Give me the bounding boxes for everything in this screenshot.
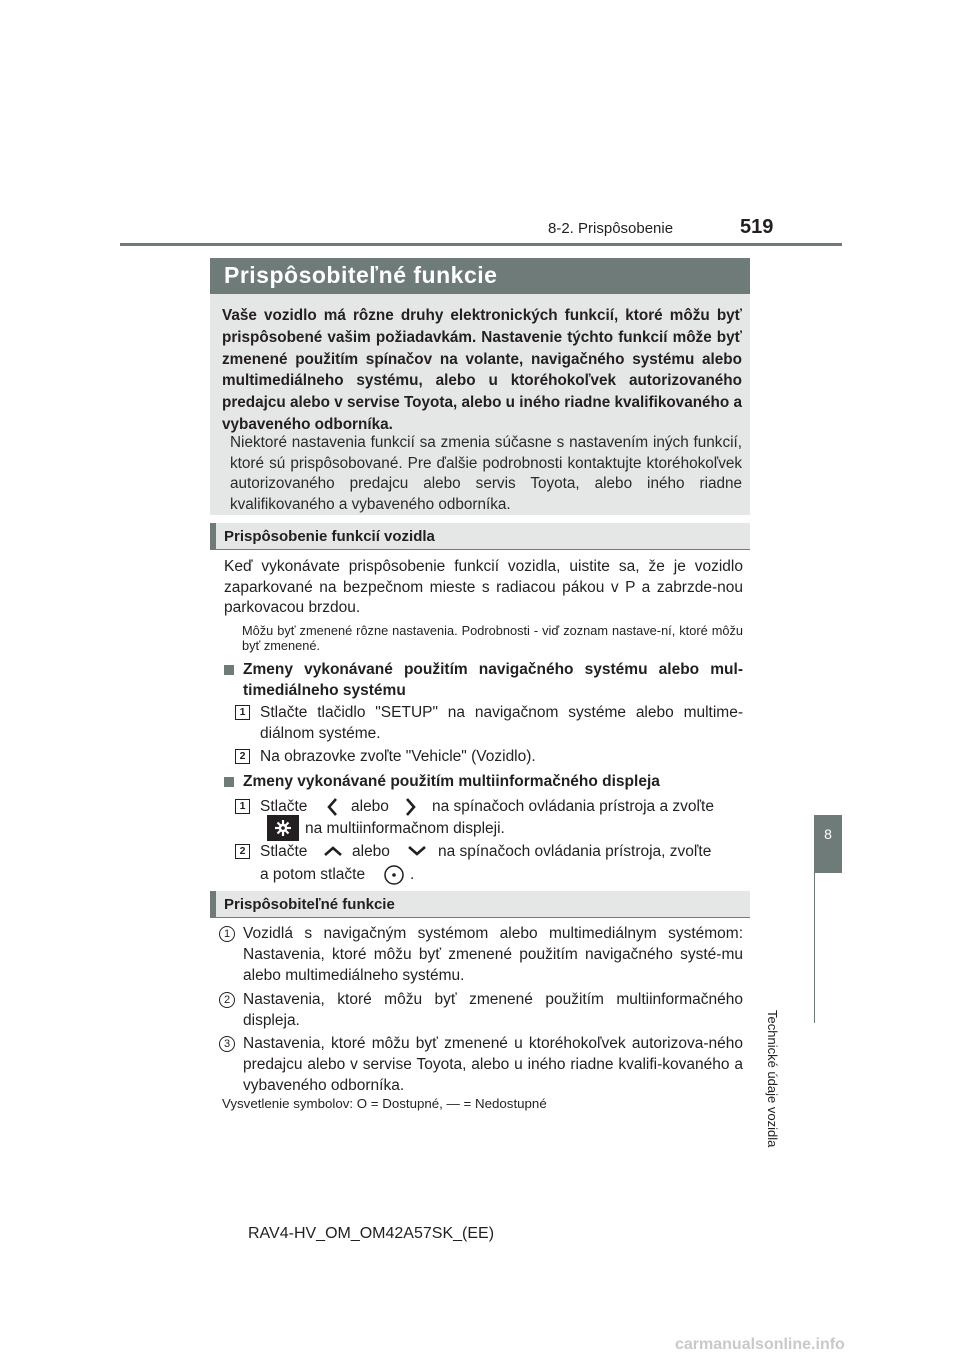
section1-heading: Prispôsobenie funkcií vozidla	[224, 528, 435, 545]
step-number-box: 2	[235, 749, 250, 764]
chapter-number: 8	[824, 826, 832, 842]
enter-button-icon	[382, 864, 406, 886]
bullet2-step2-word-a: Stlačte	[260, 843, 308, 860]
page-title: Prispôsobiteľné funkcie	[224, 262, 498, 288]
chapter-tab	[814, 815, 842, 873]
bullet1-step2-text: Na obrazovke zvoľte "Vehicle" (Vozidlo).	[260, 748, 536, 765]
section1-body: Keď vykonávate prispôsobenie funkcií vozidla, uistite sa, že je vozidlo zaparkované na bezpečnom mieste s radiacou pákou v P a zabrzde-nou parkovacou brzdou.	[224, 558, 743, 616]
chapter-side-title: Technické údaje vozidla	[765, 1010, 780, 1148]
item-number-circle: 2	[219, 992, 235, 1008]
document-code: RAV4-HV_OM_OM42A57SK_(EE)	[248, 1225, 495, 1242]
item-number-circle: 1	[219, 926, 235, 942]
section-label: 8-2. Prispôsobenie	[548, 220, 674, 237]
symbol-legend: Vysvetlenie symbolov: O = Dostupné, — = Nedostupné	[222, 1096, 547, 1111]
intro-bold-text: Vaše vozidlo má rôzne druhy elektronických funkcií, ktoré môžu byť prispôsobené vašim požiadavkám. Nastavenie týchto funkcií môže byť zmenené použitím spínačov na volante, navigačného systému alebo multimediálneho systému, alebo u ktoréhokoľvek autorizovaného predajcu alebo v servise Toyota, alebo u iného riadne kvalifikovaného a vybaveného odborníka.	[222, 307, 742, 433]
chevron-down-icon	[406, 844, 428, 858]
bullet2-step1-word-b: alebo	[351, 798, 389, 815]
bullet2-step1-word-d: na multiinformačnom displeji.	[305, 820, 505, 837]
square-bullet-icon	[224, 777, 234, 787]
bullet2-heading: Zmeny vykonávané použitím multiinformačného displeja	[243, 773, 660, 790]
step-number-box: 2	[235, 844, 250, 859]
settings-gear-icon	[267, 815, 299, 841]
header-rule	[120, 243, 842, 246]
page-number: 519	[740, 216, 774, 238]
chapter-line	[814, 873, 815, 1023]
section2-heading: Prispôsobiteľné funkcie	[224, 896, 395, 913]
bullet2-step2-word-b: alebo	[352, 843, 390, 860]
chevron-left-icon	[325, 796, 339, 818]
bullet2-step2-word-d: a potom stlačte	[260, 866, 366, 883]
chevron-right-icon	[404, 796, 418, 818]
intro-note-text: Niektoré nastavenia funkcií sa zmenia súčasne s nastavením iných funkcií, ktoré sú prispôsobované. Pre ďalšie podrobnosti kontaktujte ktoréhokoľvek autorizovaného predajcu alebo servis Toyota, alebo iného riadne kvalifikovaného a vybaveného odborníka.	[230, 434, 742, 513]
chevron-up-icon	[322, 844, 344, 858]
bullet2-step2-word-e: .	[410, 866, 415, 883]
bullet1-heading: Zmeny vykonávané použitím navigačného systému alebo mul-timediálneho systému	[243, 661, 743, 699]
square-bullet-icon	[224, 665, 234, 675]
section2-item1-text: Vozidlá s navigačným systémom alebo multimediálnym systémom: Nastavenia, ktoré môžu byť zmenené použitím navigačného systé-mu alebo multimediálneho systému.	[243, 925, 743, 984]
bullet2-step1-word-a: Stlačte	[260, 798, 308, 815]
step-number-box: 1	[235, 799, 250, 814]
bullet1-step1-text: Stlačte tlačidlo "SETUP" na navigačnom systéme alebo multime-diálnom systéme.	[260, 704, 743, 742]
item-number-circle: 3	[219, 1036, 235, 1052]
step-number-box: 1	[235, 705, 250, 720]
section1-small-note: Môžu byť zmenené rôzne nastavenia. Podrobnosti - viď zoznam nastave-ní, ktoré môžu byť zmenené.	[242, 623, 743, 653]
section2-item2-text: Nastavenia, ktoré môžu byť zmenené použitím multiinformačného displeja.	[243, 991, 743, 1029]
bullet2-step1-word-c: na spínačoch ovládania prístroja a zvoľte	[432, 798, 714, 815]
bullet2-step2-word-c: na spínačoch ovládania prístroja, zvoľte	[438, 843, 712, 860]
section2-item3-text: Nastavenia, ktoré môžu byť zmenené u ktoréhokoľvek autorizova-ného predajcu alebo v servise Toyota, alebo u iného riadne kvalifi-kovaného a vybaveného odborníka.	[243, 1035, 743, 1094]
watermark: carmanualsonline.info	[675, 1336, 845, 1353]
